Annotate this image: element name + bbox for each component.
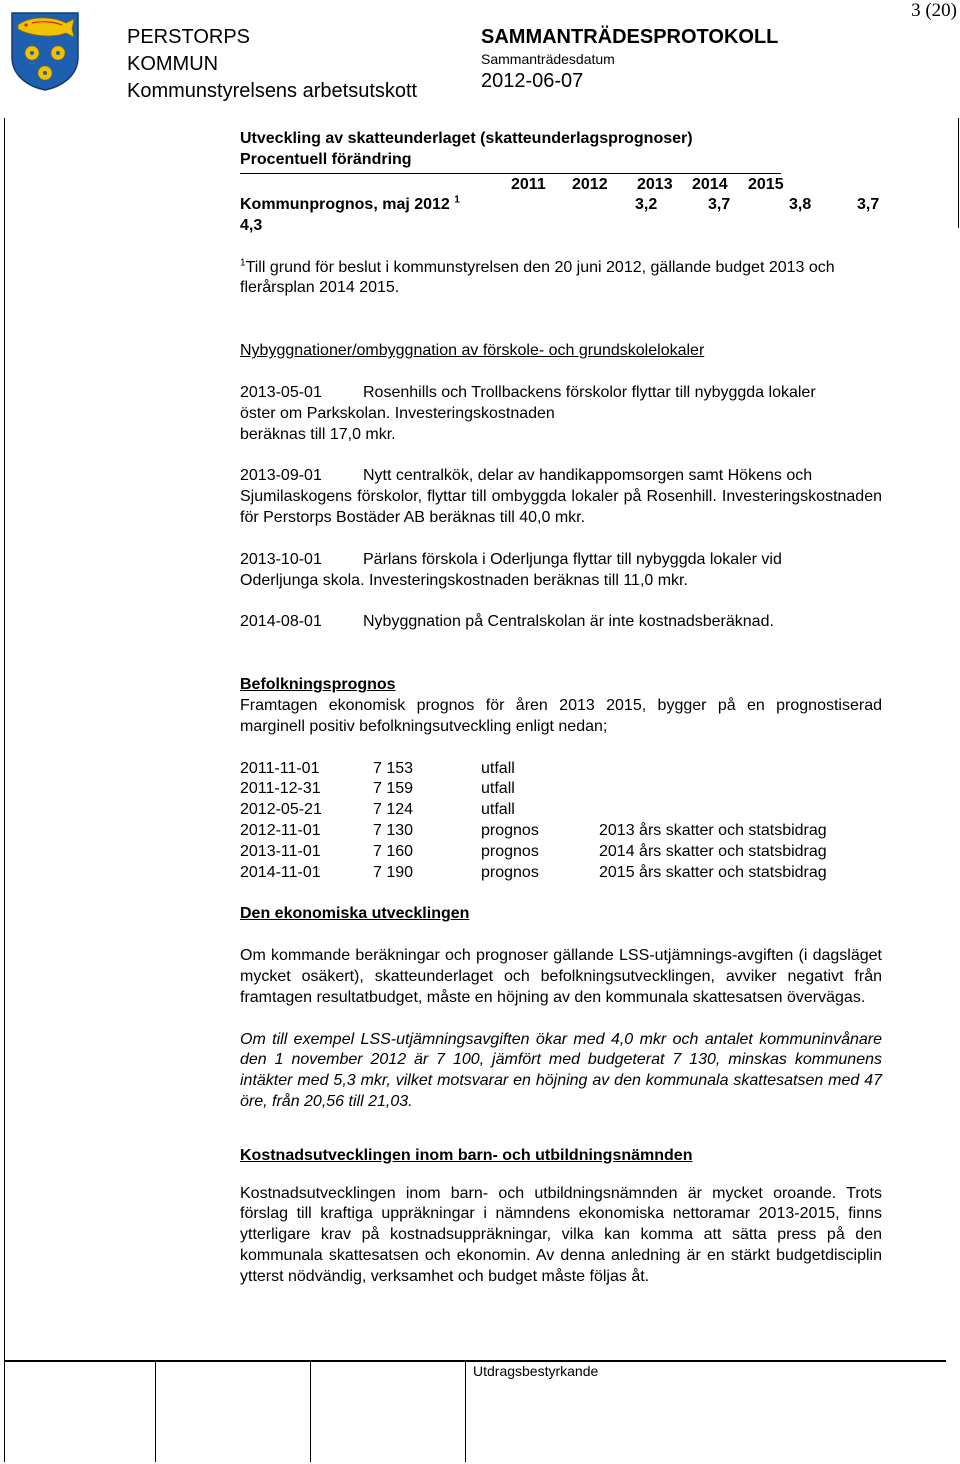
organization-name xyxy=(127,24,417,105)
pop-type: utfall xyxy=(481,780,515,798)
table-value: 3,2 xyxy=(635,195,658,213)
pop-count: 7 159 xyxy=(373,780,414,798)
construction-heading: Nybyggnationer/ombyggnation av förskole- och grundskolelokaler xyxy=(240,342,705,360)
pop-note: 2014 års skatter och statsbidrag xyxy=(599,842,827,860)
pop-type: prognos xyxy=(481,863,539,881)
footer-divider xyxy=(310,1360,311,1462)
item-text-line1: Nybyggnation på Centralskolan är inte kostnadsberäknad. xyxy=(363,613,774,631)
document-body xyxy=(240,129,882,1287)
right-margin-line xyxy=(958,118,959,228)
population-row xyxy=(240,759,882,780)
costs-paragraph: Kostnadsutvecklingen inom barn- och utbildningsnämnden är mycket oroande. Trots förslag till kraftiga uppräkningar i nämndens ekonomiska nettoramar 2013-2015, finns ytterligare krav på kostnadsuppräkningar, vilka kan komma att sätta press på den kommunala skattesatsen och ekonomin. Av denna anledning är en stärkt budgetdisciplin ytterst nödvändig, verksamhet och budget måste följas åt. xyxy=(240,1184,882,1285)
costs-heading: Kostnadsutvecklingen inom barn- och utbildningsnämnden xyxy=(240,1146,693,1164)
economy-paragraph: Om kommande beräkningar och prognoser gällande LSS-utjämnings-avgiften (i dagsläget mycket osäkert), skatteunderlaget och befolkningsutvecklingen, avviker negativt från framtagen resultatbudget, måste en höjning av den kommunala skattesatsen övervägas. xyxy=(240,947,882,1006)
construction-item xyxy=(240,466,882,528)
footer-divider xyxy=(465,1360,466,1462)
pop-count: 7 130 xyxy=(373,821,414,839)
pop-date: 2011-11-01 xyxy=(240,759,320,777)
org-line-2: KOMMUN xyxy=(127,53,219,75)
item-text-line1: Nytt centralkök, delar av handikappomsorgen samt Hökens och xyxy=(363,467,813,485)
municipal-coat-of-arms-icon xyxy=(10,11,80,91)
meeting-date: 2012-06-07 xyxy=(481,70,584,92)
item-date: 2013-05-01 xyxy=(240,383,322,401)
year-header: 2011 xyxy=(511,175,546,193)
year-header: 2015 xyxy=(748,175,784,193)
tax-base-title: Utveckling av skatteunderlaget (skatteunderlagsprognoser) xyxy=(240,130,693,147)
population-row xyxy=(240,821,882,842)
pop-type: utfall xyxy=(481,801,515,819)
footer-rule xyxy=(4,1360,946,1362)
pop-count: 7 153 xyxy=(373,759,414,777)
pop-count: 7 160 xyxy=(373,842,414,860)
page-number: 3 (20) xyxy=(911,0,957,21)
footnote-text: Till grund för beslut i kommunstyrelsen den 20 juni 2012, gällande budget 2013 och flerårsplan 2014 2015. xyxy=(240,258,835,297)
population-heading: Befolkningsprognos xyxy=(240,676,396,694)
pop-count: 7 190 xyxy=(373,863,414,881)
item-date: 2014-08-01 xyxy=(240,613,322,631)
item-text-rest: Sjumilaskogens förskolor, flyttar till ombyggda lokaler på Rosenhill. Investeringskostnaden för Perstorps Bostäder AB beräknas till 40,0 mkr. xyxy=(240,488,882,526)
row-label-text: Kommunprognos, maj 2012 xyxy=(240,195,450,213)
population-row xyxy=(240,779,882,800)
item-date: 2013-10-01 xyxy=(240,550,322,568)
table-value: 3,7 xyxy=(857,195,880,213)
population-row xyxy=(240,842,882,863)
footnote-marker: 1 xyxy=(454,194,460,206)
item-text-line1: Pärlans förskola i Oderljunga flyttar till nybyggda lokaler vid xyxy=(363,550,782,568)
pop-date: 2011-12-31 xyxy=(240,780,321,798)
pop-note: 2015 års skatter och statsbidrag xyxy=(599,863,827,881)
pop-type: utfall xyxy=(481,759,515,777)
tax-base-table-row-wrap xyxy=(240,216,882,237)
item-text-rest: öster om Parkskolan. Investeringskostnaden beräknas till 17,0 mkr. xyxy=(240,404,555,443)
table-value: 4,3 xyxy=(240,216,263,234)
pop-note: 2013 års skatter och statsbidrag xyxy=(599,821,827,839)
certification-label: Utdragsbestyrkande xyxy=(473,1363,599,1379)
table-value: 3,8 xyxy=(789,195,812,213)
footnote xyxy=(240,258,882,300)
economy-example-paragraph: Om till exempel LSS-utjämningsavgiften ökar med 4,0 mkr och antalet kommuninvånare den 1 november 2012 är 7 100, jämfört med budgeterat 7 130, minskas kommunens intäkter med 5,3 mkr, vilket motsvarar en höjning av den kommunala skattesatsen med 47 öre, från 20,56 till 21,03. xyxy=(240,1030,882,1110)
table-value: 3,7 xyxy=(708,195,731,213)
pop-type: prognos xyxy=(481,842,539,860)
population-intro: Framtagen ekonomisk prognos för åren 2013 2015, bygger på en prognostiserad marginell positiv befolkningsutveckling enligt nedan; xyxy=(240,696,882,735)
row-label xyxy=(240,195,460,216)
construction-item xyxy=(240,612,882,633)
economy-heading: Den ekonomiska utvecklingen xyxy=(240,905,470,923)
footnote-number: 1 xyxy=(240,257,246,269)
pop-date: 2014-11-01 xyxy=(240,863,321,881)
tax-base-subtitle: Procentuell förändring xyxy=(240,150,412,168)
footer-divider xyxy=(155,1360,156,1462)
population-row xyxy=(240,800,882,821)
year-header: 2014 xyxy=(692,175,728,193)
construction-item xyxy=(240,550,882,592)
population-row xyxy=(240,863,882,884)
pop-count: 7 124 xyxy=(373,801,414,819)
population-table xyxy=(240,759,882,884)
item-text-line1: Rosenhills och Trollbackens förskolor flyttar till nybyggda lokaler xyxy=(363,383,816,401)
pop-date: 2013-11-01 xyxy=(240,842,321,860)
org-line-1: PERSTORPS xyxy=(127,26,250,48)
meeting-date-label: Sammanträdesdatum xyxy=(481,51,615,67)
org-line-3: Kommunstyrelsens arbetsutskott xyxy=(127,80,418,102)
item-text-rest: Oderljunga skola. Investeringskostnaden beräknas till 11,0 mkr. xyxy=(240,571,688,589)
construction-item xyxy=(240,383,882,445)
pop-date: 2012-11-01 xyxy=(240,821,321,839)
left-margin-line xyxy=(4,118,5,1462)
pop-date: 2012-05-21 xyxy=(240,801,322,819)
document-header xyxy=(481,24,778,93)
tax-base-table-header xyxy=(240,173,784,195)
pop-type: prognos xyxy=(481,821,539,839)
year-header: 2012 xyxy=(572,175,608,193)
year-header: 2013 xyxy=(637,175,673,193)
item-date: 2013-09-01 xyxy=(240,467,322,485)
document-title: SAMMANTRÄDESPROTOKOLL xyxy=(481,26,779,48)
tax-base-table-row xyxy=(240,195,882,216)
